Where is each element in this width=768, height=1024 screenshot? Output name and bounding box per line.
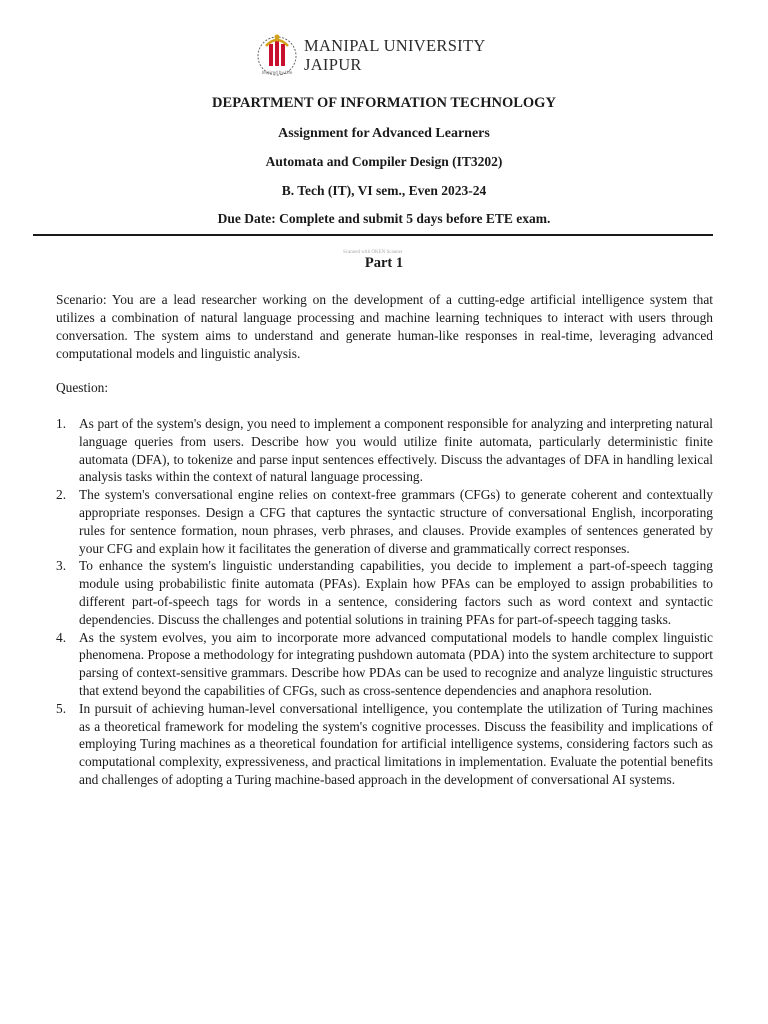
university-name: MANIPAL UNIVERSITY	[304, 36, 486, 55]
question-number: 2.	[56, 487, 67, 503]
question-number: 4.	[56, 629, 67, 645]
university-city: JAIPUR	[304, 55, 362, 74]
question-list	[56, 415, 713, 789]
scanner-watermark: Scanned with OKEN Scanner	[343, 250, 403, 255]
question-text: The system's conversational engine relies on context-free grammars (CFGs) to generate coherent and contextually appropriate responses. Design a CFG that captures the syntactic structure of conversational English, incorporating rules for sentence formation, noun phrases, verb phrases, and clauses. Provide examples of sentences generated by your CFG and explain how it facilitates the generation of diverse and grammatically correct responses.	[79, 487, 713, 556]
question-item	[56, 486, 713, 557]
question-number: 1.	[56, 416, 67, 431]
question-item	[56, 629, 713, 700]
question-number: 5.	[56, 700, 67, 716]
question-label: Question:	[56, 380, 109, 395]
question-text: In pursuit of achieving human-level conversational intelligence, you contemplate the utilization of Turing machines as a theoretical framework for modeling the system's cognitive processes. Discuss the feasibility and implications of employing Turing machines as a theoretical foundation for artificial intelligence systems, considering factors such as computational complexity, expressiveness, and practical limitations in implementation. Evaluate the potential benefits and challenges of adopting a Turing machine-based approach in the development of conversational AI systems.	[79, 700, 713, 787]
university-logo	[256, 30, 516, 84]
question-item	[56, 415, 713, 486]
due-date: Due Date: Complete and submit 5 days before ETE exam.	[217, 211, 551, 226]
assignment-title: Assignment for Advanced Learners	[278, 126, 490, 141]
university-seal-icon	[256, 30, 302, 84]
question-item	[56, 557, 713, 628]
question-text: As the system evolves, you aim to incorporate more advanced computational models to handle complex linguistic phenomena. Propose a methodology for integrating pushdown automata (PDA) into the system architecture to support parsing of context-sensitive grammars. Describe how PDAs can be used to recognize and analyze linguistic structures that extend beyond the capabilities of CFGs, such as cross-sentence dependencies and anaphora resolution.	[79, 629, 713, 698]
part-title: Part 1	[364, 255, 404, 271]
program-line: B. Tech (IT), VI sem., Even 2023-24	[281, 183, 487, 198]
question-item	[56, 700, 713, 789]
department-title: DEPARTMENT OF INFORMATION TECHNOLOGY	[212, 95, 556, 111]
course-title: Automata and Compiler Design (IT3202)	[265, 154, 503, 169]
question-text: As part of the system's design, you need to implement a component responsible for analyzing and interpreting natural language queries from users. Describe how you would utilize finite automata, particularly deterministic finite automata (DFA), to tokenize and parse input sentences effectively. Discuss the advantages of DFA in handling lexical analysis tasks within the context of natural language processing.	[79, 416, 713, 485]
header-divider	[33, 234, 713, 236]
question-number: 3.	[56, 558, 67, 574]
scenario-paragraph: Scenario: You are a lead researcher working on the development of a cutting-edge artificial intelligence system that utilizes a combination of natural language processing and machine learning techniques to interact with users through conversation. The system aims to understand and generate human-like responses in real-time, leveraging advanced computational models and linguistic analysis.	[56, 292, 713, 361]
seal-motto: Inspired by Life	[261, 70, 293, 75]
question-text: To enhance the system's linguistic understanding capabilities, you decide to implement a part-of-speech tagging module using probabilistic finite automata (PFAs). Explain how PFAs can be employed to assign probabilities to different part-of-speech tags for words in a sentence, considering factors such as word context and syntactic dependencies. Discuss the challenges and potential solutions in training PFAs for part-of-speech tagging tasks.	[79, 558, 713, 627]
